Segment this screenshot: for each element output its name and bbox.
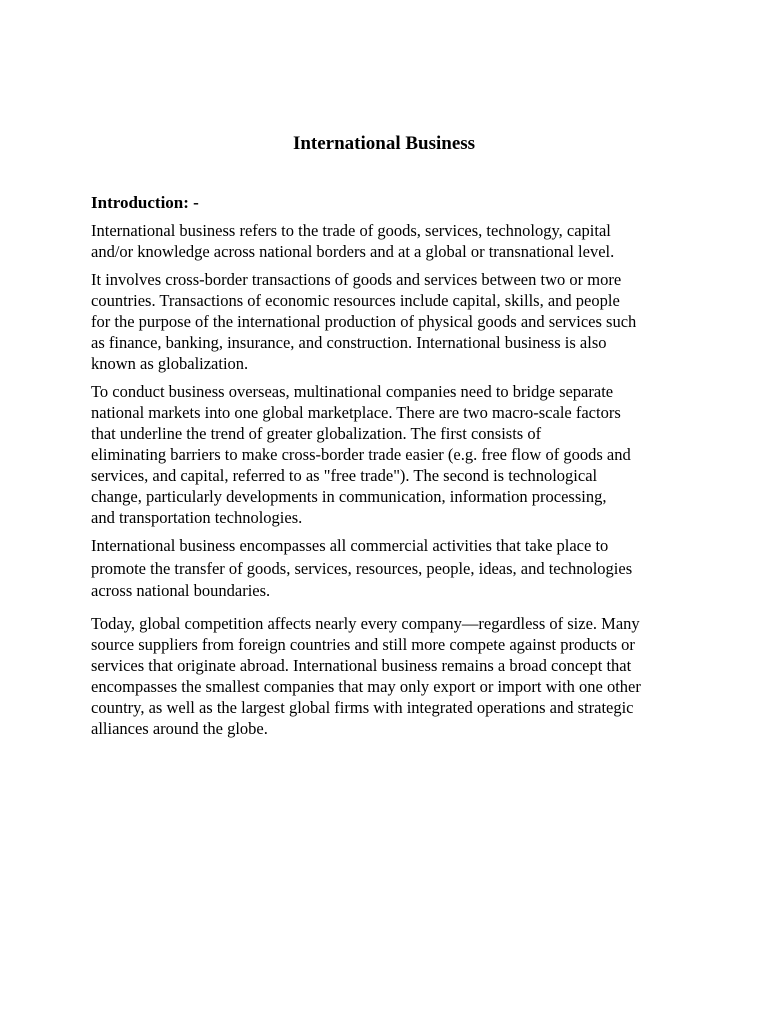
- paragraph-line: promote the transfer of goods, services, resources, people, ideas, and technologies: [91, 558, 633, 578]
- paragraph-line: and/or knowledge across national borders and at a global or transnational level.: [91, 242, 615, 261]
- paragraph-line: International business refers to the trade of goods, services, technology, capital: [91, 221, 611, 240]
- paragraph-line: Today, global competition affects nearly every company—regardless of size. Many: [91, 614, 640, 633]
- paragraph-commercial-activities: [91, 535, 691, 603]
- paragraph-global-competition: [91, 613, 691, 739]
- paragraph-line: source suppliers from foreign countries and still more compete against products or: [91, 635, 635, 654]
- paragraph-overseas: [91, 381, 691, 528]
- paragraph-line: country, as well as the largest global firms with integrated operations and strategic: [91, 698, 634, 717]
- section-heading: Introduction: -: [91, 193, 199, 212]
- paragraph-line: services, and capital, referred to as "free trade"). The second is technological: [91, 466, 598, 485]
- paragraph-line: that underline the trend of greater globalization. The first consists of: [91, 424, 542, 443]
- paragraph-line: encompasses the smallest companies that may only export or import with one other: [91, 677, 641, 696]
- paragraph-line: To conduct business overseas, multinational companies need to bridge separate: [91, 382, 614, 401]
- paragraph-line: eliminating barriers to make cross-border trade easier (e.g. free flow of goods and: [91, 445, 631, 464]
- document-title: International Business: [292, 133, 476, 154]
- paragraph-line: national markets into one global marketplace. There are two macro-scale factors: [91, 403, 621, 422]
- paragraph-line: for the purpose of the international production of physical goods and services such: [91, 312, 637, 331]
- paragraph-line: known as globalization.: [91, 354, 249, 373]
- paragraph-line: change, particularly developments in communication, information processing,: [91, 487, 607, 506]
- paragraph-line: and transportation technologies.: [91, 508, 303, 527]
- paragraph-line: countries. Transactions of economic resources include capital, skills, and people: [91, 291, 620, 310]
- paragraph-cross-border: [91, 269, 691, 374]
- paragraph-line: alliances around the globe.: [91, 719, 268, 738]
- paragraph-line: It involves cross-border transactions of goods and services between two or more: [91, 270, 622, 289]
- paragraph-line: International business encompasses all commercial activities that take place to: [91, 536, 609, 555]
- paragraph-line: across national boundaries.: [91, 581, 271, 600]
- paragraph-line: services that originate abroad. International business remains a broad concept that: [91, 656, 632, 675]
- paragraph-line: as finance, banking, insurance, and construction. International business is also: [91, 333, 607, 352]
- paragraph-definition: [91, 220, 691, 262]
